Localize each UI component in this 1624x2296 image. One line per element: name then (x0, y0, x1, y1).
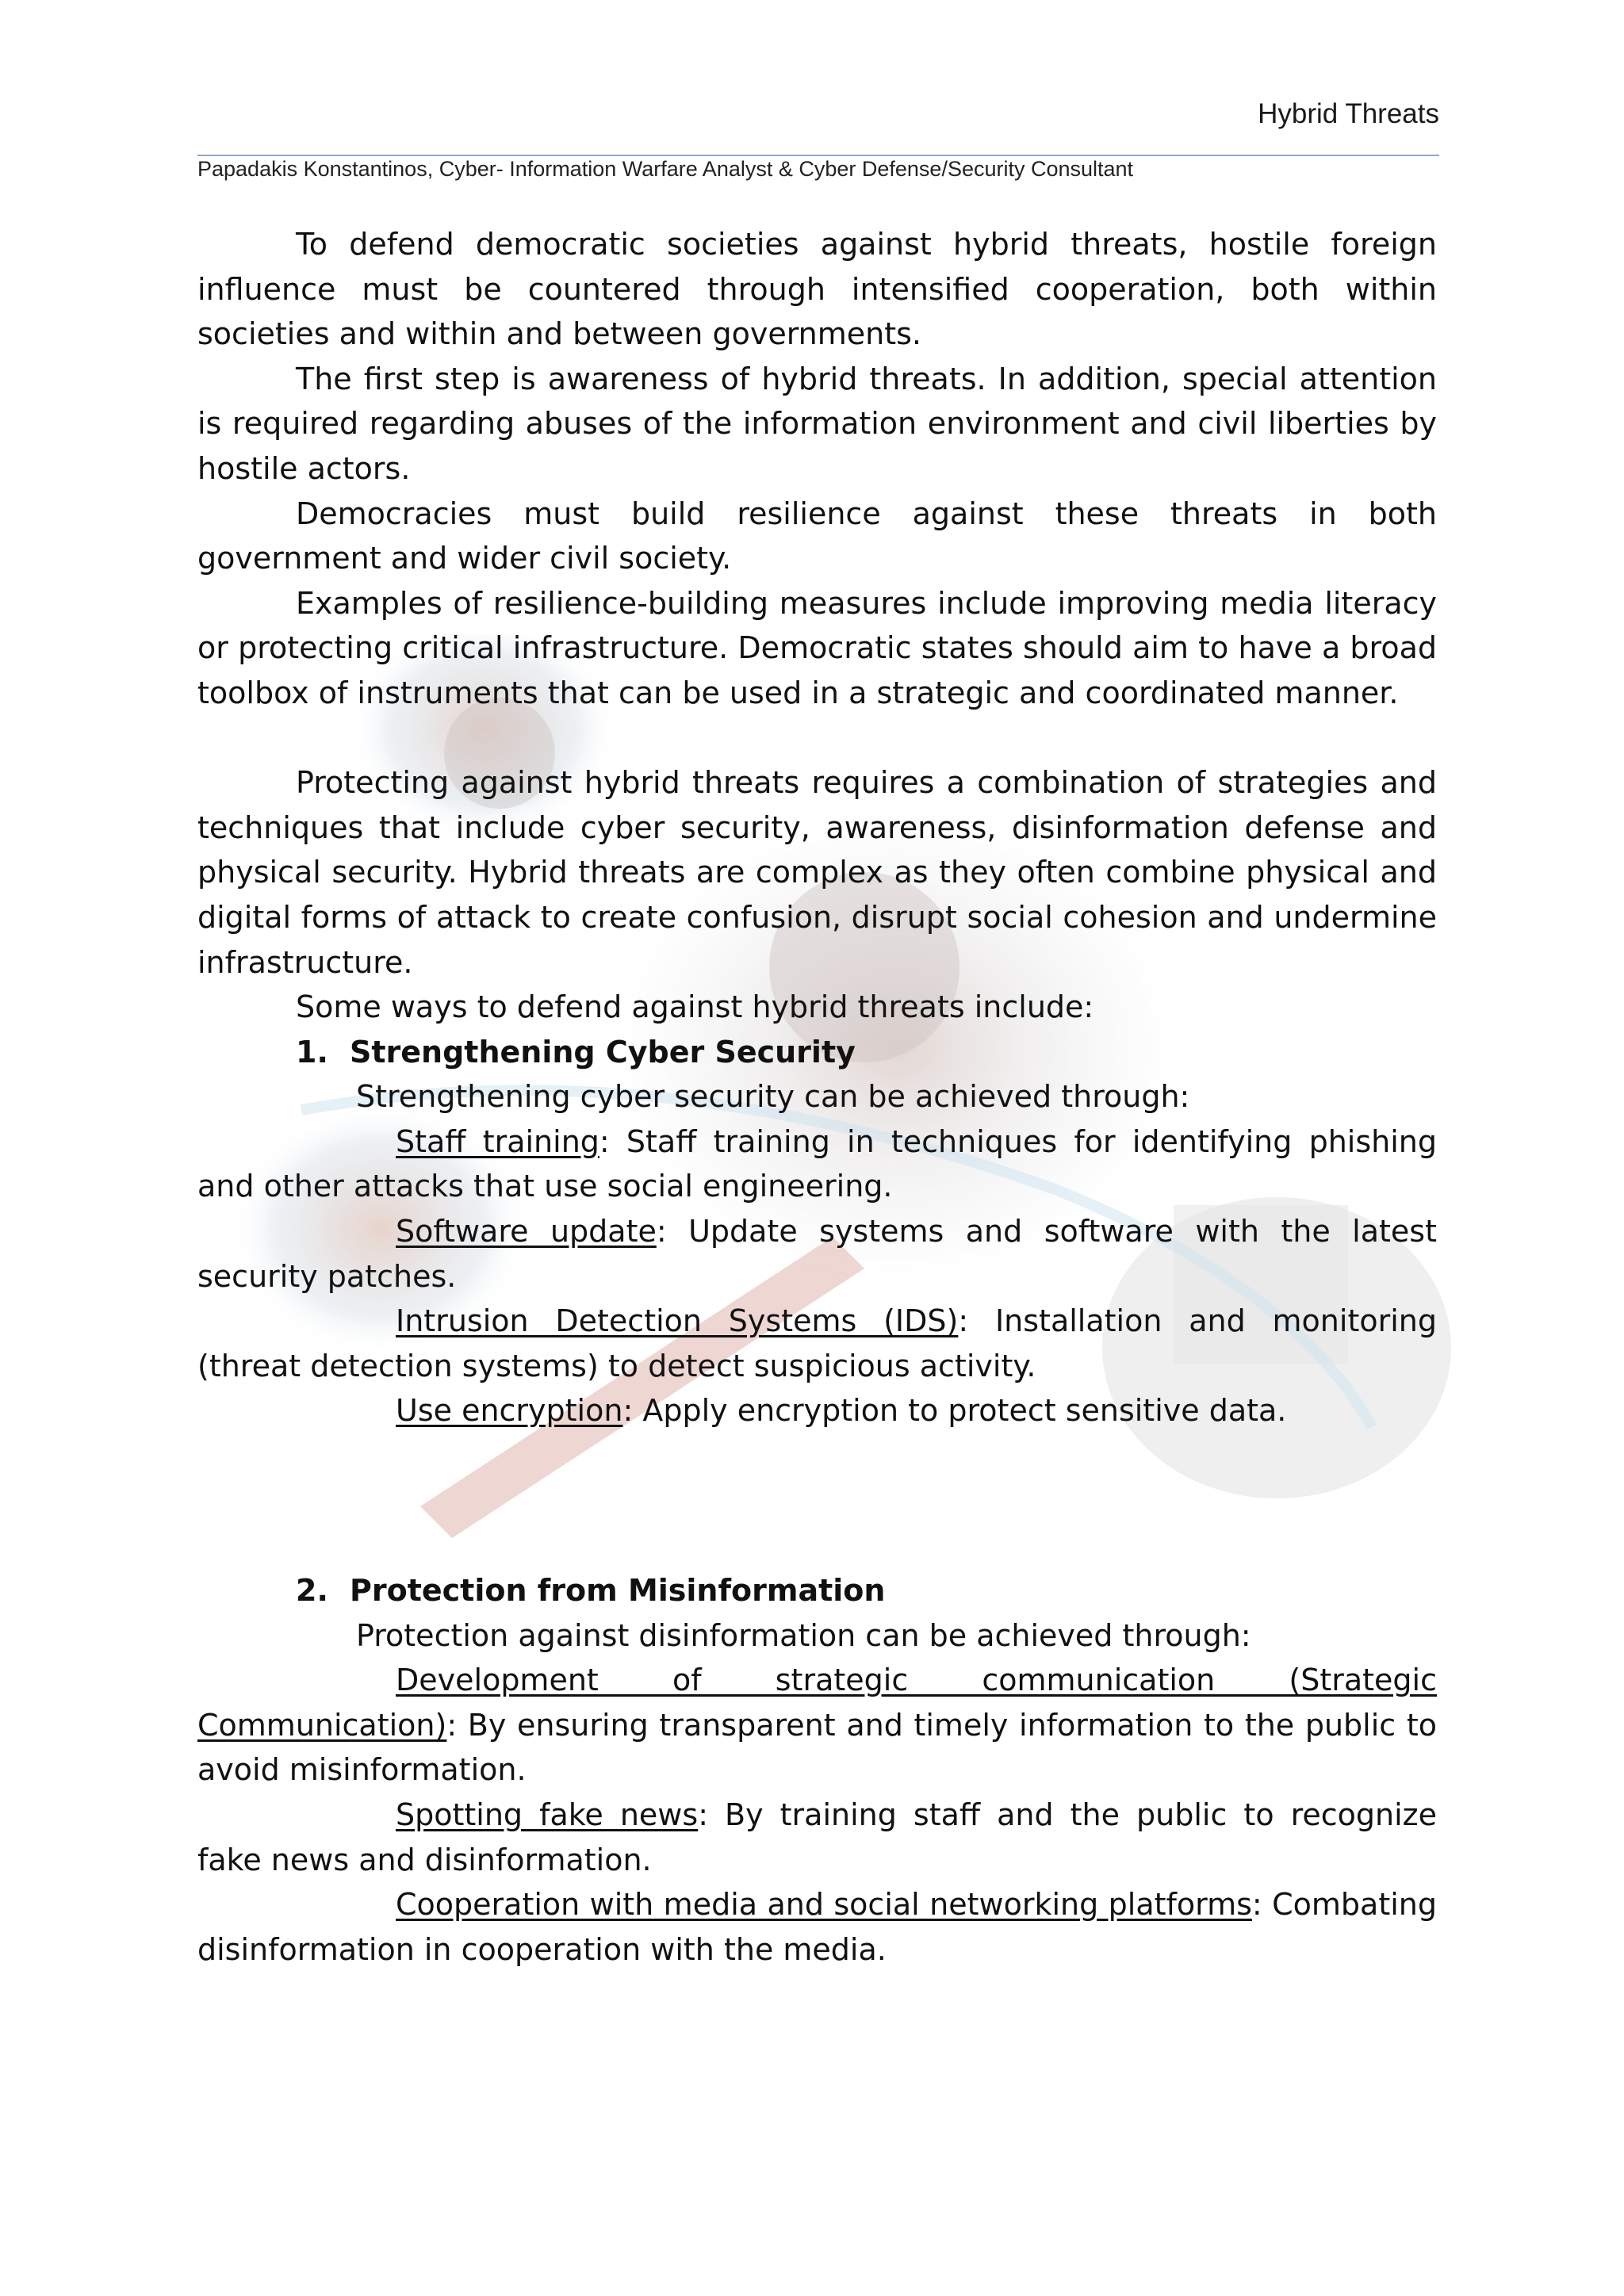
item-text: : Update systems and software with the latest security patches. (197, 1214, 1437, 1294)
section-lead: Protection against disinformation can be achieved through: (356, 1617, 1251, 1653)
paragraph: Examples of resilience-building measures include improving media literacy or protecting critical infrastructure. Democratic states should aim to have a broad toolbox of instruments that can be used in a strategic and coordinated manner. (197, 585, 1437, 710)
section-title: Strengthening Cyber Security (350, 1034, 856, 1070)
document-body (197, 222, 1437, 1972)
item-text: : Installation and monitoring (threat detection systems) to detect suspicious activity. (197, 1303, 1437, 1383)
section-heading (197, 1568, 1437, 1613)
item-term: Use encryption (396, 1393, 623, 1429)
item-term: Staff training (396, 1123, 599, 1159)
item-term: Cooperation with media and social networking platforms (396, 1887, 1252, 1923)
item-text: : By ensuring transparent and timely information to the public to avoid misinformation. (197, 1707, 1437, 1788)
list-item (197, 1793, 1437, 1882)
paragraph: To defend democratic societies against hybrid threats, hostile foreign influence must be countered through intensified cooperation, both within societies and within and between governments. (197, 227, 1437, 352)
item-term: Intrusion Detection Systems (IDS) (396, 1303, 959, 1339)
header-divider (197, 155, 1439, 156)
header-title: Hybrid Threats (1258, 98, 1439, 129)
list-item (197, 1388, 1437, 1433)
spacer (197, 716, 1437, 761)
item-term: Spotting fake news (396, 1797, 699, 1832)
paragraph: Democracies must build resilience against these threats in both government and wider civil society. (197, 496, 1437, 576)
section-lead: Strengthening cyber security can be achieved through: (356, 1079, 1190, 1115)
list-item (197, 1209, 1437, 1299)
list-item (197, 1119, 1437, 1209)
item-term: Software update (396, 1214, 657, 1249)
section-heading (197, 1030, 1437, 1075)
paragraph: Some ways to defend against hybrid threats include: (296, 989, 1094, 1025)
item-text: : Combating disinformation in cooperation with the media. (197, 1887, 1437, 1967)
item-text: : Apply encryption to protect sensitive data. (622, 1393, 1287, 1429)
item-term: Development of strategic communication (Strategic Communication) (197, 1663, 1437, 1743)
section-title: Protection from Misinformation (350, 1573, 886, 1609)
list-item (197, 1882, 1437, 1972)
spacer (197, 1433, 1437, 1568)
section-number: 2. (296, 1573, 328, 1609)
header-author: Papadakis Konstantinos, Cyber- Information Warfare Analyst & Cyber Defense/Security Consultant (197, 157, 1134, 181)
paragraph: The first step is awareness of hybrid threats. In addition, special attention is required regarding abuses of the information environment and civil liberties by hostile actors. (197, 361, 1437, 486)
paragraph: Protecting against hybrid threats requires a combination of strategies and techniques that include cyber security, awareness, disinformation defense and physical security. Hybrid threats are complex as they often combine physical and digital forms of attack to create confusion, disrupt social cohesion and undermine infrastructure. (197, 765, 1437, 980)
list-item (197, 1299, 1437, 1388)
list-item (197, 1658, 1437, 1793)
item-text: : Staff training in techniques for identifying phishing and other attacks that use social engineering. (197, 1123, 1437, 1204)
section-number: 1. (296, 1034, 328, 1070)
item-text: : By training staff and the public to recognize fake news and disinformation. (197, 1797, 1438, 1877)
